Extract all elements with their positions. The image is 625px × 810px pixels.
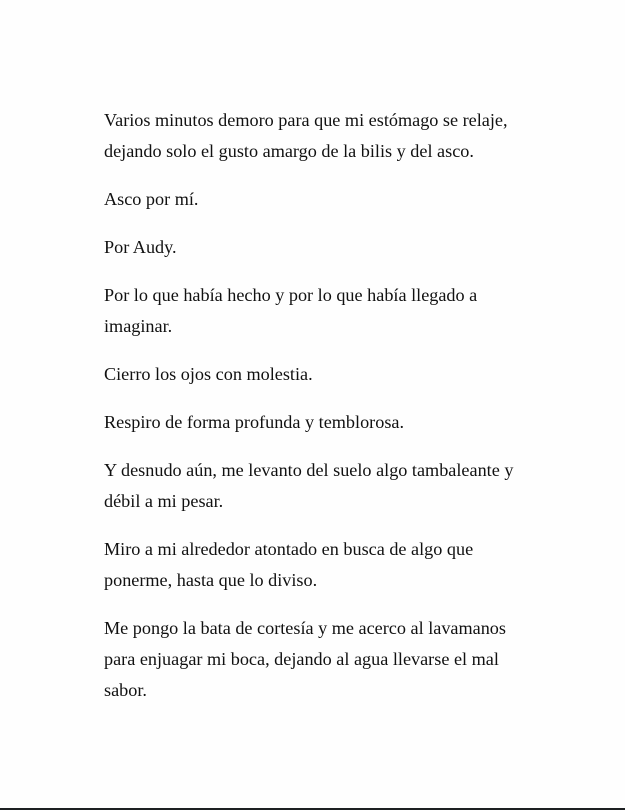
text-line: Varios minutos demoro para que mi estómago se relaje,	[104, 110, 508, 130]
document-body	[104, 105, 534, 723]
paragraph	[104, 613, 534, 706]
text-line: dejando solo el gusto amargo de la bilis y del asco.	[104, 141, 474, 161]
text-line: ponerme, hasta que lo diviso.	[104, 570, 318, 590]
paragraph	[104, 232, 534, 263]
paragraph	[104, 534, 534, 596]
text-line: sabor.	[104, 680, 147, 700]
text-line: Me pongo la bata de cortesía y me acerco al lavamanos	[104, 618, 506, 638]
text-line: imaginar.	[104, 316, 173, 336]
text-line: Miro a mi alrededor atontado en busca de algo que	[104, 539, 474, 559]
text-line: Asco por mí.	[104, 189, 199, 209]
text-line: Cierro los ojos con molestia.	[104, 364, 313, 384]
text-line: Por Audy.	[104, 237, 177, 257]
text-line: Y desnudo aún, me levanto del suelo algo tambaleante y	[104, 460, 514, 480]
paragraph	[104, 359, 534, 390]
text-line: Respiro de forma profunda y temblorosa.	[104, 412, 405, 432]
text-line: para enjuagar mi boca, dejando al agua llevarse el mal	[104, 649, 499, 669]
paragraph	[104, 407, 534, 438]
text-line: Por lo que había hecho y por lo que había llegado a	[104, 285, 478, 305]
paragraph	[104, 455, 534, 517]
text-line: débil a mi pesar.	[104, 491, 224, 511]
paragraph	[104, 280, 534, 342]
paragraph	[104, 105, 534, 167]
paragraph	[104, 184, 534, 215]
